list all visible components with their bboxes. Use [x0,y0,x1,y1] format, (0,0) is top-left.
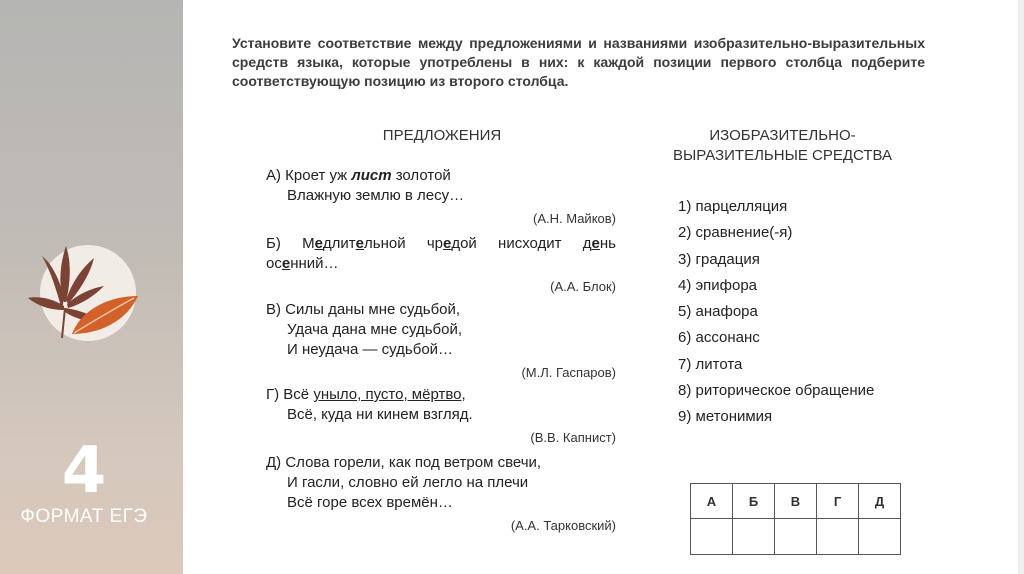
answer-header: А [691,484,733,519]
stressed-vowel: е [355,235,365,252]
sentence-a-line1: А) Кроет уж лист золотой [266,167,451,184]
device-item: 7) литота [678,355,743,373]
sentence-g-author: (В.В. Капнист) [530,430,616,445]
sentence-v-line3: И неудача — судьбой… [287,341,454,358]
sentence-b-line2: осенний… [266,255,339,272]
answer-cell [691,519,733,555]
right-edge-strip [1018,0,1024,574]
answer-table [690,483,901,555]
sentence-v-line1: В) Силы даны мне судьбой, [266,301,461,318]
emphasized-word: лист [351,167,392,184]
sentence-b-author: (А.А. Блок) [550,279,616,294]
sentence-b-line1: Б) Медлительной чредой нисходит день [266,235,616,252]
answer-cell [859,519,901,555]
sentence-g [266,385,616,448]
answer-header: В [775,484,817,519]
device-item: 8) риторическое обращение [678,382,875,400]
devices-header-line2: ВЫРАЗИТЕЛЬНЫЕ СРЕДСТВА [672,147,893,164]
sentence-d-line1: Д) Слова горели, как под ветром свечи, [266,454,542,471]
stressed-vowel: е [281,255,291,272]
sentence-a [266,166,616,229]
devices-list [678,197,874,434]
answer-cell [733,519,775,555]
sentence-b [266,234,616,297]
sentence-v-line2: Удача дана мне судьбой, [287,321,462,338]
autumn-leaves-icon [20,238,150,348]
stressed-vowel: е [591,235,600,252]
device-item: 3) градация [678,250,760,268]
sentence-v-author: (М.Л. Гаспаров) [521,365,616,380]
sentence-d-author: (А.А. Тарковский) [510,518,616,533]
sentence-g-line2: Всё, куда ни кинем взгляд. [287,406,473,423]
answer-cell [775,519,817,555]
device-item: 5) анафора [678,303,758,321]
sentence-d-line2: И гасли, словно ей легло на плечи [287,474,529,491]
device-item: 1) парцелляция [678,198,788,215]
device-item: 4) эпифора [678,276,758,294]
devices-header [640,126,925,166]
sentence-a-author: (А.Н. Майков) [533,211,616,226]
answer-cell [817,519,859,555]
slide-number: 4 [61,434,107,508]
format-label: ФОРМАТ ЕГЭ [20,506,148,527]
answer-header: Д [859,484,901,519]
sentence-v [266,300,616,383]
answer-header: Б [733,484,775,519]
stressed-vowel: е [442,235,452,252]
sentence-a-line2: Влажную землю в лесу… [287,187,465,204]
sentence-g-line1: Г) Всё уныло, пусто, мёртво, [266,386,466,403]
answer-header: Г [817,484,859,519]
sentence-d [266,453,616,536]
sentence-d-line3: Всё горе всех времён… [287,494,453,511]
task-instruction: Установите соответствие между предложениями и названиями изобразительно-выразительных средств языка, которые употреблены в них: к каждой позиции первого столбца подберите соответствующую позицию из второго столбца. [232,35,925,89]
devices-header-line1: ИЗОБРАЗИТЕЛЬНО- [709,127,856,144]
stressed-vowel: е [314,235,323,252]
device-item: 6) ассонанс [678,329,760,347]
device-item: 2) сравнение(-я) [678,224,793,242]
sentence-a-letter: А) [266,167,281,184]
underlined-phrase: уныло, пусто, мёртво [313,386,462,403]
sentences-header: ПРЕДЛОЖЕНИЯ [382,127,502,144]
sidebar [0,0,183,574]
device-item: 9) метонимия [678,408,773,426]
